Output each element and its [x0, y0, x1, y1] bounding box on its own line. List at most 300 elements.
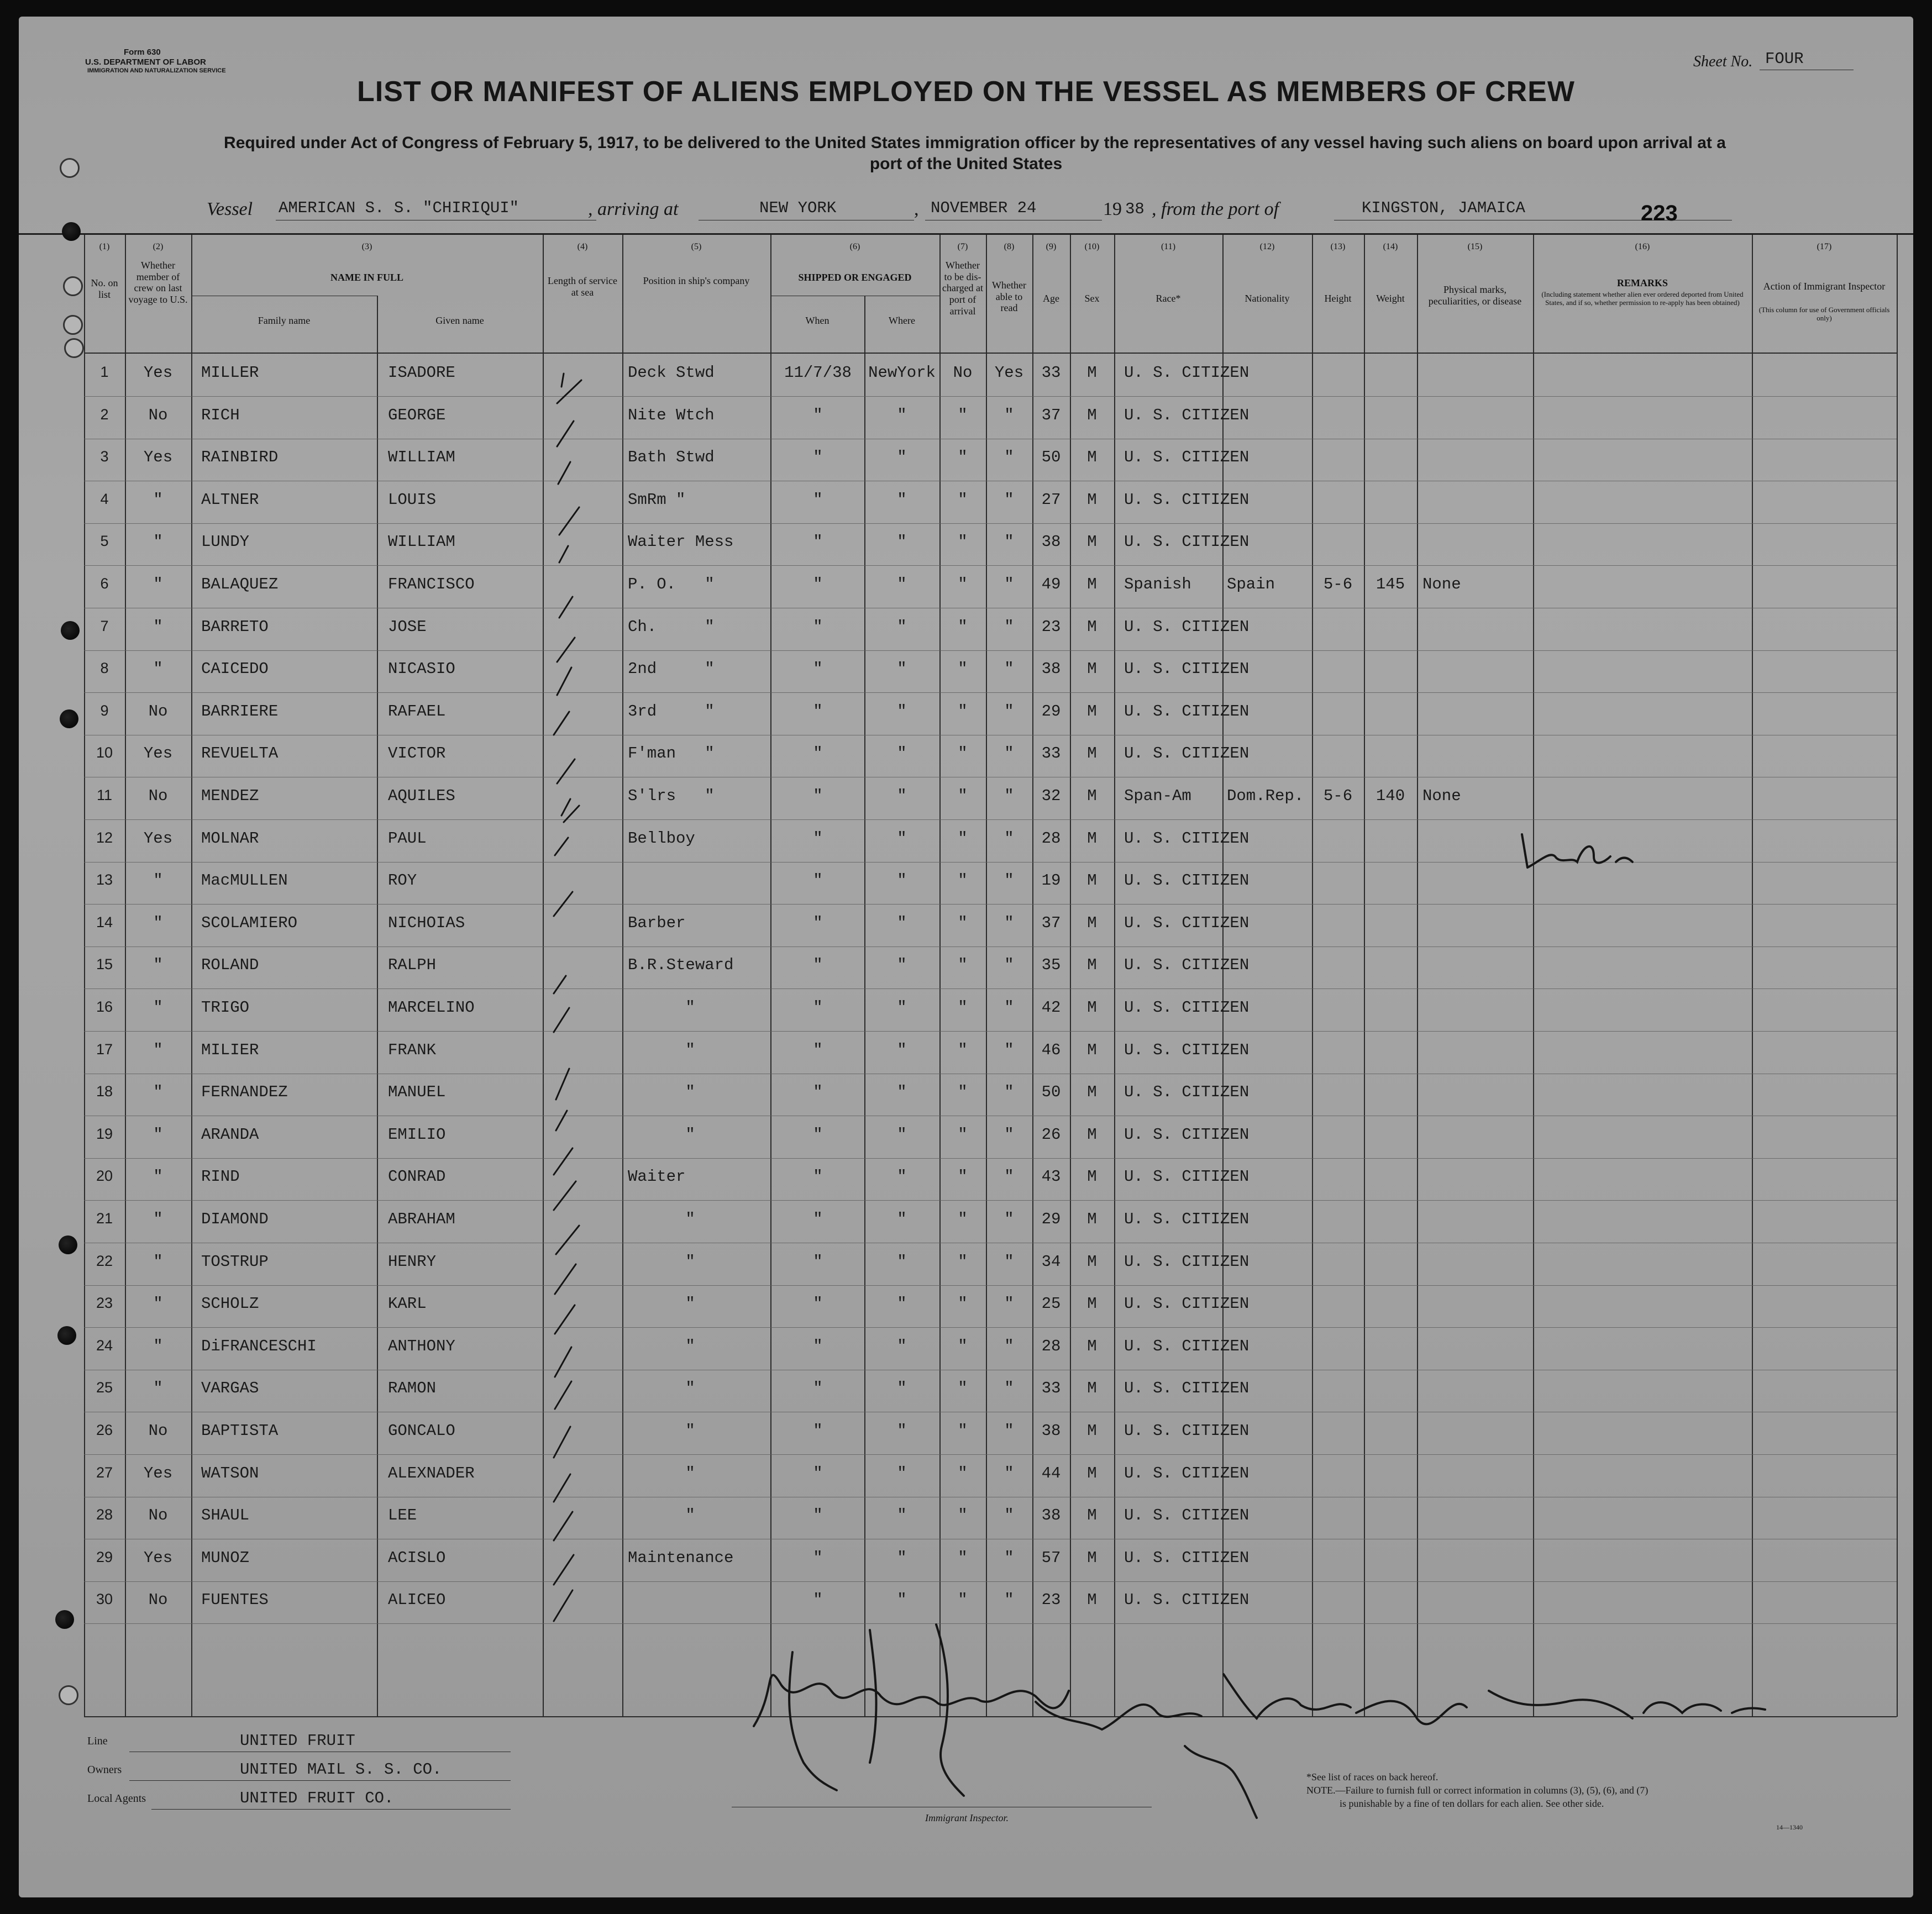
cell-when: ": [813, 871, 823, 890]
cell-prev: ": [153, 575, 163, 593]
header-weight: Weight: [1376, 293, 1405, 304]
footer-note-1: NOTE.—Failure to furnish full or correct information in columns (3), (5), (6), and (7): [1306, 1785, 1649, 1796]
cell-given: LOUIS: [388, 491, 437, 509]
cell-position: Waiter: [628, 1168, 686, 1186]
cell-age: 38: [1041, 660, 1061, 678]
binding-ring: [63, 315, 83, 335]
cell-family: DiFRANCESCHI: [201, 1337, 317, 1355]
cell-sex: M: [1087, 1210, 1097, 1228]
cell-disch: ": [958, 491, 968, 509]
col-num-8: (8): [1004, 242, 1015, 251]
cell-position: F'man ": [628, 744, 715, 763]
cell-where: ": [897, 491, 907, 509]
cell-no: 15: [96, 956, 113, 972]
cell-age: 38: [1041, 1506, 1061, 1524]
cell-no: 13: [96, 871, 113, 888]
cell-prev: ": [153, 998, 163, 1017]
line-value: UNITED FRUIT: [240, 1732, 355, 1750]
header-given-name: Given name: [435, 315, 484, 326]
cell-prev: ": [153, 1083, 163, 1101]
cell-sex: M: [1087, 1506, 1097, 1524]
cell-race: Span-Am: [1124, 787, 1191, 805]
footer-note-2: is punishable by a fine of ten dollars for each alien. See other side.: [1340, 1798, 1604, 1809]
cell-sex: M: [1087, 956, 1097, 974]
cell-position: ": [628, 1422, 695, 1440]
col-num-17: (17): [1817, 242, 1832, 251]
cell-family: MILIER: [201, 1041, 259, 1059]
cell-read: ": [1004, 1464, 1014, 1482]
cell-no: 6: [100, 575, 109, 592]
cell-family: MOLNAR: [201, 829, 259, 848]
header-age: Age: [1043, 293, 1059, 304]
cell-family: RICH: [201, 406, 240, 424]
cell-sex: M: [1087, 702, 1097, 721]
cell-family: ARANDA: [201, 1126, 259, 1144]
cell-no: 25: [96, 1379, 113, 1396]
binding-ring: [60, 158, 80, 178]
cell-where: ": [897, 1295, 907, 1313]
cell-read: Yes: [994, 364, 1024, 382]
cell-age: 27: [1041, 491, 1061, 509]
cell-no: 20: [96, 1168, 113, 1184]
cell-when: ": [813, 1210, 823, 1228]
cell-age: 23: [1041, 1591, 1061, 1609]
cell-where: ": [897, 787, 907, 805]
cell-position: Waiter Mess: [628, 533, 734, 551]
cell-prev: ": [153, 956, 163, 974]
cell-sex: M: [1087, 618, 1097, 636]
cell-position: P. O. ": [628, 575, 715, 593]
col-num-6: (6): [849, 242, 860, 251]
cell-read: ": [1004, 787, 1014, 805]
cell-race: U. S. CITIZEN: [1124, 1379, 1250, 1397]
cell-sex: M: [1087, 448, 1097, 466]
cell-given: FRANCISCO: [388, 575, 475, 593]
cell-family: VARGAS: [201, 1379, 259, 1397]
cell-position: ": [628, 1126, 695, 1144]
cell-where: ": [897, 1083, 907, 1101]
cell-prev: ": [153, 1168, 163, 1186]
cell-prev: Yes: [143, 829, 173, 848]
cell-prev: ": [153, 1295, 163, 1313]
cell-no: 4: [100, 491, 109, 507]
cell-when: ": [813, 1337, 823, 1355]
cell-where: ": [897, 914, 907, 932]
cell-read: ": [1004, 1591, 1014, 1609]
col-num-2: (2): [153, 242, 164, 251]
cell-sex: M: [1087, 998, 1097, 1017]
cell-where: ": [897, 871, 907, 890]
binding-hole: [55, 1610, 74, 1629]
cell-family: SCHOLZ: [201, 1295, 259, 1313]
races-note: *See list of races on back hereof.: [1306, 1771, 1439, 1782]
cell-position: ": [628, 1041, 695, 1059]
cell-given: RALPH: [388, 956, 437, 974]
cell-no: 30: [96, 1591, 113, 1607]
cell-read: ": [1004, 533, 1014, 551]
cell-prev: ": [153, 1337, 163, 1355]
cell-prev: ": [153, 871, 163, 890]
binding-hole: [61, 621, 80, 640]
cell-age: 50: [1041, 448, 1061, 466]
cell-family: TRIGO: [201, 998, 250, 1017]
cell-age: 25: [1041, 1295, 1061, 1313]
header-action-note: (This column for use of Government officials only): [1758, 306, 1890, 322]
cell-read: ": [1004, 744, 1014, 763]
cell-prev: Yes: [143, 744, 173, 763]
cell-read: ": [1004, 1083, 1014, 1101]
row-rule: [84, 1158, 1897, 1159]
cell-where: ": [897, 406, 907, 424]
cell-sex: M: [1087, 1168, 1097, 1186]
cell-no: 23: [96, 1295, 113, 1311]
cell-read: ": [1004, 1295, 1014, 1313]
header-family-name: Family name: [258, 315, 311, 326]
cell-position: Deck Stwd: [628, 364, 715, 382]
year-prefix: 19: [1103, 199, 1122, 219]
cell-where: ": [897, 1041, 907, 1059]
cell-given: ACISLO: [388, 1549, 446, 1567]
cell-sex: M: [1087, 744, 1097, 763]
cell-read: ": [1004, 1210, 1014, 1228]
cell-when: ": [813, 1041, 823, 1059]
manifest-sheet: Form 630 U.S. DEPARTMENT OF LABOR IMMIGRATION AND NATURALIZATION SERVICE Sheet No. FOUR LIST OR MANIFEST OF ALIENS EMPLOYED ON THE VESSEL AS MEMBERS OF CREW Required under Act of Congress of February 5, 1917, to be delivered to the United States immigration officer by the representatives of any vessel having such aliens on board upon arrival at a port of the United States Vessel AMERICAN S. S. "CHIRIQUI" , arriving at NEW YORK , NOVEMBER 24 19 38 , from the port of KINGSTON, JAMAICA 223 (1) (2) (3) (4) (5) (6) (7) (8) (9) (10) (11) (12) (13) (14) (15) (16) (17) No. on list Whether member of crew on last voyage to U.S. NAME IN FULL Family name Given name Length of service at sea Position in ship's company SHIPPED OR ENGAGED When Where Whether to be dis-charged at port of arrival Whether able to read Age Sex Race* Nationality Height Weight Physical marks, peculiarities, or disease REMARKS (Including statement whether alien ever ordered deported from United States, and if so, whether permission to re-apply has been obtained) Action of Immigrant Inspector (This column for use of Government officials only) 1 Yes MILLER ISADORE Deck Stwd 11/7/38 NewYork No Yes 33 M U. S. CITIZEN 2 No RICH GEORGE Nite Wtch " " " " 37 M U. S. CITIZEN 3 Yes RAINBIRD WILLIAM Bath Stwd " " " " 50 M U. S. CITIZEN 4 " ALTNER LOUIS SmRm " " " " " 27 M U. S. CITIZEN 5 " LUNDY WILLIAM Waiter Mess " " " " 38 M U. S. CITIZEN 6 " BALAQUEZ FRANCISCO P. O. " " " " " 49 M Spanish Spain 5-6 145 None 7 " BARRETO JOSE Ch. " " " " " 23 M U. S. CITIZEN 8 " CAICEDO NICASIO 2nd " " " " " 38 M U. S. CITIZEN 9 No BARRIERE RAFAEL 3rd " " " " " 29 M U. S. CITIZEN 10 Yes REVUELTA VICTOR F'man " " " " " 33 M U. S. CITIZEN 11 No MENDEZ AQUILES S'lrs " " " " " 32 M Span-Am Dom.Rep. 5-6 140 None 12 Yes MOLNAR PAUL Bellboy " " " " 28 M U. S. CITIZEN 13 " MacMULLEN ROY " " " " 19 M U. S. CITIZEN 14 " SCOLAMIERO NICHOIAS Barber " " " " 37 M U. S. CITIZEN 15 " ROLAND RALPH B.R.Steward " " " " 35 M U. S. CITIZEN 16 " TRIGO MARCELINO " " " " " 42 M U. S. CITIZEN 17 " MILIER FRANK " " " " " 46 M U. S. CITIZEN 18 " FERNANDEZ MANUEL " " " " " 50 M U. S. CITIZEN 19 " ARANDA EMILIO " " " " " 26 M U. S. CITIZEN 20 " RIND CONRAD Waiter " " " " 43 M U. S. CITIZEN 21 " DIAMOND ABRAHAM " " " " " 29 M U. S. CITIZEN 22 " TOSTRUP HENRY " " " " " 34 M U. S. CITIZEN 23 " SCHOLZ KARL " " " " " 25 M U. S. CITIZEN 24 " DiFRANCESCHI ANTHONY " " " " " 28 M U. S. CITIZEN 25 " VARGAS RAMON " " " " " 33 M U. S. CITIZEN 26 No BAPTISTA GONCALO " " " " " 38 M U. S. CITIZEN 27 Yes WATSON ALEXNADER " " " " " 44 M U. S. CITIZEN 28 No SHAUL LEE " " " " " 38 M U. S. CITIZEN 29 Yes MUNOZ ACISLO Maintenance " " " " 57 M U. S. CITIZEN 30 No FUENTES ALICEO " " " " 23 M U. S. CITIZEN Line UNITED FRUIT Owners UNITED MAIL S. S. CO. Local Agents UNITED FRUIT CO. Immigrant Inspector. *See list of races on back hereof. NOTE.—Failure to furnish full or correct information in columns (3), (5), (6), and (7) is punishable by a fine of ten dollars for each alien. See other side. 14—1340: [19, 17, 1913, 1897]
row-rule: [84, 692, 1897, 693]
cell-family: CAICEDO: [201, 660, 269, 678]
cell-no: 10: [96, 744, 113, 761]
cell-age: 33: [1041, 744, 1061, 763]
cell-read: ": [1004, 406, 1014, 424]
header-action: Action of Immigrant Inspector: [1763, 281, 1886, 292]
header-prev-voyage: Whether member of crew on last voyage to U.S.: [128, 260, 188, 306]
cell-race: U. S. CITIZEN: [1124, 1041, 1250, 1059]
row-rule: [84, 565, 1897, 566]
header-name-in-full: NAME IN FULL: [330, 272, 403, 283]
binding-hole: [59, 1235, 77, 1254]
cell-sex: M: [1087, 364, 1097, 382]
cell-race: U. S. CITIZEN: [1124, 998, 1250, 1017]
cell-given: CONRAD: [388, 1168, 446, 1186]
cell-disch: ": [958, 744, 968, 763]
cell-race: U. S. CITIZEN: [1124, 1337, 1250, 1355]
stamp-number: 223: [1641, 201, 1678, 225]
cell-where: ": [897, 1464, 907, 1482]
cell-race: U. S. CITIZEN: [1124, 914, 1250, 932]
cell-no: 21: [96, 1210, 113, 1227]
cell-race: U. S. CITIZEN: [1124, 618, 1250, 636]
cell-where: ": [897, 829, 907, 848]
cell-no: 28: [96, 1506, 113, 1523]
cell-age: 33: [1041, 1379, 1061, 1397]
vessel-name: AMERICAN S. S. "CHIRIQUI": [279, 199, 519, 217]
cell-no: 14: [96, 914, 113, 930]
cell-prev: ": [153, 1126, 163, 1144]
cell-disch: ": [958, 406, 968, 424]
cell-read: ": [1004, 998, 1014, 1017]
cell-sex: M: [1087, 1591, 1097, 1609]
cell-disch: ": [958, 998, 968, 1017]
cell-family: LUNDY: [201, 533, 250, 551]
cell-no: 18: [96, 1083, 113, 1100]
cell-disch: ": [958, 533, 968, 551]
cell-family: SHAUL: [201, 1506, 250, 1524]
cell-race: U. S. CITIZEN: [1124, 1295, 1250, 1313]
cell-where: ": [897, 998, 907, 1017]
cell-age: 50: [1041, 1083, 1061, 1101]
cell-position: 2nd ": [628, 660, 715, 678]
cell-race: U. S. CITIZEN: [1124, 660, 1250, 678]
cell-race: U. S. CITIZEN: [1124, 829, 1250, 848]
cell-read: ": [1004, 871, 1014, 890]
cell-race: U. S. CITIZEN: [1124, 744, 1250, 763]
header-sex: Sex: [1084, 293, 1100, 304]
cell-given: AQUILES: [388, 787, 455, 805]
cell-when: ": [813, 575, 823, 593]
agents-value: UNITED FRUIT CO.: [240, 1789, 394, 1807]
cell-disch: ": [958, 702, 968, 721]
cell-prev: Yes: [143, 1464, 173, 1482]
row-rule: [84, 523, 1897, 524]
arriving-label: , arriving at: [588, 199, 679, 219]
binding-hole: [60, 709, 78, 728]
cell-given: RAFAEL: [388, 702, 446, 721]
handwritten-remark: [1511, 823, 1644, 879]
row-rule: [84, 988, 1897, 989]
cell-when: ": [813, 491, 823, 509]
cell-family: ALTNER: [201, 491, 259, 509]
cell-position: Bellboy: [628, 829, 695, 848]
cell-no: 24: [96, 1337, 113, 1354]
cell-age: 37: [1041, 406, 1061, 424]
cell-given: ALICEO: [388, 1591, 446, 1609]
cell-given: ANTHONY: [388, 1337, 455, 1355]
cell-given: ABRAHAM: [388, 1210, 455, 1228]
cell-age: 29: [1041, 1210, 1061, 1228]
cell-where: ": [897, 660, 907, 678]
cell-given: LEE: [388, 1506, 417, 1524]
cell-age: 57: [1041, 1549, 1061, 1567]
cell-no: 22: [96, 1253, 113, 1269]
cell-disch: ": [958, 575, 968, 593]
cell-sex: M: [1087, 1422, 1097, 1440]
cell-no: 27: [96, 1464, 113, 1481]
cell-position: ": [628, 1379, 695, 1397]
manifest-subtitle-2: port of the United States: [869, 155, 1063, 173]
cell-sex: M: [1087, 1549, 1097, 1567]
cell-no: 12: [96, 829, 113, 846]
cell-given: MANUEL: [388, 1083, 446, 1101]
col-num-12: (12): [1259, 242, 1275, 251]
cell-race: U. S. CITIZEN: [1124, 1422, 1250, 1440]
col-num-4: (4): [577, 242, 588, 251]
cell-family: FERNANDEZ: [201, 1083, 288, 1101]
cell-family: BALAQUEZ: [201, 575, 279, 593]
cell-given: NICHOIAS: [388, 914, 465, 932]
cell-no: 1: [100, 364, 109, 380]
cell-read: ": [1004, 575, 1014, 593]
cell-where: ": [897, 744, 907, 763]
cell-where: ": [897, 1253, 907, 1271]
owners-label: Owners: [87, 1764, 122, 1776]
cell-family: SCOLAMIERO: [201, 914, 298, 932]
cell-age: 29: [1041, 702, 1061, 721]
binding-hole: [57, 1326, 76, 1345]
cell-age: 26: [1041, 1126, 1061, 1144]
cell-race: U. S. CITIZEN: [1124, 702, 1250, 721]
cell-prev: ": [153, 660, 163, 678]
cell-disch: ": [958, 1591, 968, 1609]
cell-family: BARRIERE: [201, 702, 279, 721]
cell-given: JOSE: [388, 618, 427, 636]
col-num-5: (5): [691, 242, 702, 251]
cell-disch: ": [958, 1379, 968, 1397]
header-height: Height: [1324, 293, 1352, 304]
cell-where: ": [897, 1549, 907, 1567]
cell-sex: M: [1087, 1379, 1097, 1397]
col-num-16: (16): [1635, 242, 1650, 251]
cell-position: Bath Stwd: [628, 448, 715, 466]
cell-read: ": [1004, 702, 1014, 721]
cell-given: HENRY: [388, 1253, 437, 1271]
cell-race: Spanish: [1124, 575, 1191, 593]
cell-age: 43: [1041, 1168, 1061, 1186]
cell-sex: M: [1087, 533, 1097, 551]
cell-no: 19: [96, 1126, 113, 1142]
cell-when: ": [813, 787, 823, 805]
cell-sex: M: [1087, 829, 1097, 848]
cell-age: 32: [1041, 787, 1061, 805]
cell-given: WILLIAM: [388, 448, 455, 466]
cell-prev: No: [148, 1591, 168, 1609]
cell-position: B.R.Steward: [628, 956, 734, 974]
cell-no: 16: [96, 998, 113, 1015]
department-name: U.S. DEPARTMENT OF LABOR: [85, 57, 206, 67]
binding-ring: [63, 276, 83, 296]
agents-label: Local Agents: [87, 1792, 146, 1805]
cell-position: ": [628, 1295, 695, 1313]
cell-given: PAUL: [388, 829, 427, 848]
cell-where: ": [897, 1591, 907, 1609]
cell-no: 3: [100, 448, 109, 465]
print-code: 14—1340: [1776, 1823, 1803, 1831]
cell-read: ": [1004, 448, 1014, 466]
cell-when: ": [813, 829, 823, 848]
cell-nat: Spain: [1227, 575, 1275, 593]
cell-position: Barber: [628, 914, 686, 932]
header-able-read: Whether able to read: [992, 280, 1026, 314]
cell-family: MacMULLEN: [201, 871, 288, 890]
cell-sex: M: [1087, 1337, 1097, 1355]
cell-nat: Dom.Rep.: [1227, 787, 1304, 805]
cell-height: 5-6: [1323, 575, 1353, 593]
cell-age: 23: [1041, 618, 1061, 636]
cell-prev: ": [153, 1210, 163, 1228]
cell-given: FRANK: [388, 1041, 437, 1059]
cell-when: ": [813, 998, 823, 1017]
row-rule: [84, 904, 1897, 905]
cell-race: U. S. CITIZEN: [1124, 491, 1250, 509]
cell-sex: M: [1087, 491, 1097, 509]
col-num-15: (15): [1467, 242, 1483, 251]
cell-given: ISADORE: [388, 364, 455, 382]
cell-race: U. S. CITIZEN: [1124, 1464, 1250, 1482]
cell-prev: ": [153, 1253, 163, 1271]
cell-disch: ": [958, 829, 968, 848]
cell-disch: ": [958, 1126, 968, 1144]
header-shipped-engaged: SHIPPED OR ENGAGED: [798, 272, 912, 283]
cell-race: U. S. CITIZEN: [1124, 533, 1250, 551]
cell-read: ": [1004, 1041, 1014, 1059]
cell-given: NICASIO: [388, 660, 455, 678]
service-ticks: [543, 353, 622, 1716]
cell-sex: M: [1087, 1464, 1097, 1482]
from-port-label: , from the port of: [1152, 199, 1279, 219]
cell-race: U. S. CITIZEN: [1124, 1549, 1250, 1567]
cell-when: ": [813, 1295, 823, 1313]
cell-age: 49: [1041, 575, 1061, 593]
cell-age: 19: [1041, 871, 1061, 890]
cell-position: ": [628, 1337, 695, 1355]
cell-position: Ch. ": [628, 618, 715, 636]
cell-position: ": [628, 998, 695, 1017]
cell-age: 35: [1041, 956, 1061, 974]
cell-age: 44: [1041, 1464, 1061, 1482]
cell-prev: ": [153, 533, 163, 551]
cell-race: U. S. CITIZEN: [1124, 871, 1250, 890]
cell-when: ": [813, 1506, 823, 1524]
header-race: Race*: [1156, 293, 1181, 304]
cell-race: U. S. CITIZEN: [1124, 1506, 1250, 1524]
cell-sex: M: [1087, 660, 1097, 678]
cell-sex: M: [1087, 406, 1097, 424]
row-rule: [84, 396, 1897, 397]
cell-no: 26: [96, 1422, 113, 1438]
row-rule: [84, 1454, 1897, 1455]
cell-no: 2: [100, 406, 109, 423]
cell-where: ": [897, 1379, 907, 1397]
cell-no: 5: [100, 533, 109, 549]
cell-where: ": [897, 702, 907, 721]
cell-prev: Yes: [143, 364, 173, 382]
arrival-date: NOVEMBER 24: [931, 199, 1037, 217]
cell-where: ": [897, 533, 907, 551]
cell-when: ": [813, 406, 823, 424]
cell-position: ": [628, 1210, 695, 1228]
cell-position: S'lrs ": [628, 787, 715, 805]
cell-position: ": [628, 1253, 695, 1271]
cell-prev: ": [153, 491, 163, 509]
cell-when: ": [813, 1083, 823, 1101]
col-num-1: (1): [99, 242, 110, 251]
arrival-port: NEW YORK: [759, 199, 837, 217]
cell-read: ": [1004, 956, 1014, 974]
cell-read: ": [1004, 1549, 1014, 1567]
cell-sex: M: [1087, 1295, 1097, 1313]
cell-race: U. S. CITIZEN: [1124, 1591, 1250, 1609]
col-num-9: (9): [1046, 242, 1057, 251]
cell-prev: ": [153, 618, 163, 636]
cell-age: 28: [1041, 1337, 1061, 1355]
cell-given: KARL: [388, 1295, 427, 1313]
cell-family: DIAMOND: [201, 1210, 269, 1228]
cell-family: BARRETO: [201, 618, 269, 636]
col-num-10: (10): [1084, 242, 1100, 251]
binding-ring: [59, 1685, 78, 1705]
cell-family: TOSTRUP: [201, 1253, 269, 1271]
vessel-label: Vessel: [207, 199, 253, 219]
cell-when: ": [813, 1168, 823, 1186]
cell-weight: 140: [1376, 787, 1405, 805]
